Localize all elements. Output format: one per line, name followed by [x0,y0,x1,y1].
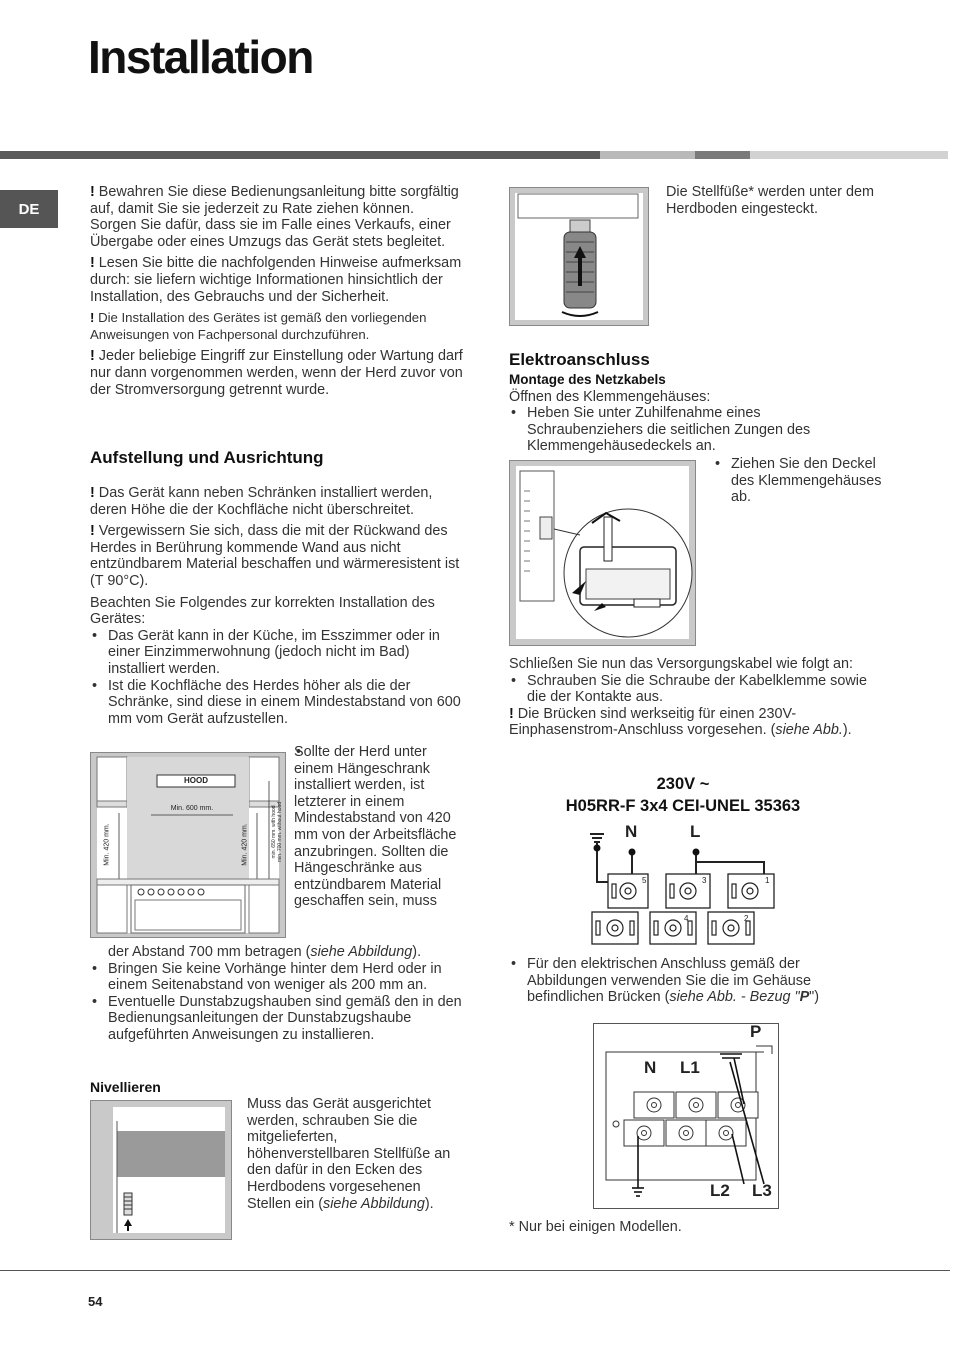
list-item: • Eventuelle Dunstabzugshauben sind gemäß den in den Bedienungsanleitungen der Dunstabzugshaube aufgeführten Anweisungen zu installieren. [90,994,464,1044]
lead-text: Beachten Sie Folgendes zur korrekten Installation des Gerätes: [90,594,435,628]
n-label: N [644,1058,657,1077]
min-700-label: min. 700 mm. without hood [277,801,283,863]
bridge-p-label: P [750,1022,762,1041]
terminal-2-label: 2 [744,914,749,923]
page-number: 54 [88,1294,103,1309]
cable-spec: H05RR-F 3x4 CEI-UNEL 35363 [565,797,801,815]
list-item: • Ziehen Sie den Deckel des Klemmengehäuses ab. [713,456,883,506]
hood-label: HOOD [184,776,208,785]
page-title: Installation [88,31,313,83]
electrical-text [509,372,879,455]
installation-text [90,485,464,727]
header-bar-mid [695,151,750,159]
hood-bullet-continued [90,944,464,1044]
language-tab: DE [0,190,58,228]
leveling-figure [90,1100,232,1240]
section-heading-installation: Aufstellung und Ausrichtung [90,448,324,467]
terminal-4-label: 4 [684,914,689,923]
wiring-diagram-230v [580,822,780,948]
section-heading-electrical: Elektroanschluss [509,350,650,369]
intro-note: ! Lesen Sie bitte die nachfolgenden Hinweise aufmerksam durch: sie liefern wichtige Informationen hinsichtlich der Installation, des Gebrauchs und der Sicherheit. [90,255,462,305]
min-420-right-label: Min. 420 mm. [241,823,249,866]
terminal-3-label: 3 [702,876,707,885]
min-420-left-label: Min. 420 mm. [103,823,111,866]
footer-divider [0,1270,950,1271]
intro-note: ! Die Installation des Gerätes ist gemäß den vorliegenden Anweisungen von Fachpersonal durchzuführen. [90,310,427,342]
neutral-label: N [625,822,638,841]
terminal-box-figure [509,460,696,646]
hood-clearance-figure [90,752,286,938]
bridge-bullet [509,956,879,1006]
terminal-5-label: 5 [642,876,647,885]
hood-bullet-side [294,744,466,910]
level-heading: Nivellieren [90,1079,161,1095]
footnote: * Nur bei einigen Modellen. [509,1219,682,1235]
l3-label: L3 [752,1181,772,1200]
cable-heading: Montage des Netzkabels [509,372,666,387]
bridge-diagram [593,1023,779,1209]
list-item: • Bringen Sie keine Vorhänge hinter dem Herd oder in einem Seitenabstand von weniger als 200 mm an. [90,961,464,994]
list-item: • Das Gerät kann in der Küche, im Esszimmer oder in einer Einzimmerwohnung (jedoch nicht im Bad) installiert werden. [90,628,464,678]
list-item-continued: der Abstand 700 mm betragen (siehe Abbildung). [108,944,422,960]
list-item: • Ist die Kochfläche des Herdes höher als die der Schränke, sind diese in einem Mindestabstand von 600 mm vom Gerät aufzustellen. [90,678,464,728]
l2-label: L2 [710,1181,730,1200]
list-item: • Heben Sie unter Zuhilfenahme eines Schraubenziehers die seitlichen Zungen des Klemmengehäusedeckels an. [509,405,879,455]
intro-notes [90,184,464,403]
list-item: • Sollte der Herd unter einem Hängeschrank installiert werden, ist letzterer in einem Mindestabstand von 420 mm von der Arbeitsfläche anzubringen. Sollten die Hängeschränke aus entzündbarem Material geschaffen sein, muss [294,744,466,910]
intro-note: ! Jeder beliebige Eingriff zur Einstellung oder Wartung darf nur dann vorgenommen werden, wenn der Herd zuvor von der Stromversorgung getrennt wurde. [90,348,463,398]
feet-figure [509,187,649,326]
live-label: L [690,822,701,841]
list-item: • Für den elektrischen Anschluss gemäß der Abbildungen verwenden Sie die im Gehäuse befindlichen Brücken (siehe Abb. - Bezug "P") [509,956,879,1006]
header-bar-light [600,151,695,159]
header-bar-dark [0,151,600,159]
terminal-1-label: 1 [765,876,770,885]
feet-text: Die Stellfüße* werden unter dem Herdboden eingesteckt. [666,184,874,217]
warning-note: ! Vergewissern Sie sich, dass die mit der Rückwand des Herdes in Berührung kommende Wand aus nicht entzündbarem Material beschaffen und wärmeresistent ist (T 90°C). [90,523,460,589]
connect-text: Schließen Sie nun das Versorgungskabel wie folgt an: [509,656,853,672]
min-650-label: min. 650 mm. with hood [271,805,277,859]
l1-label: L1 [680,1058,700,1077]
voltage-spec: 230V ~ [656,775,710,793]
intro-note: ! Bewahren Sie diese Bedienungsanleitung bitte sorgfältig auf, damit Sie sie jederzeit zu Rate ziehen können. Sorgen Sie dafür, dass sie im Falle eines Verkaufs, einer Übergabe oder eines Umzugs das Gerät stets begleitet. [90,184,459,250]
header-bar-pale [750,151,948,159]
warning-note: ! Das Gerät kann neben Schränken installiert werden, deren Höhe die der Kochfläche nicht überschreitet. [90,485,433,518]
open-text: Öffnen des Klemmengehäuses: [509,388,711,405]
list-item: • Schrauben Sie die Schraube der Kabelklemme sowie die der Kontakte aus. [509,673,879,706]
connect-text-block [509,656,879,739]
pull-bullet [713,456,883,506]
bridge-note: ! Die Brücken sind werkseitig für einen 230V-Einphasenstrom-Anschluss vorgesehen. (siehe Abb.). [509,705,852,739]
level-text: Muss das Gerät ausgerichtet werden, schrauben Sie die mitgelieferten, höhenverstellbaren Stellfüße an den dafür in den Ecken des Herdbodens vorgesehenen Stellen ein (siehe Abbildung). [247,1096,451,1212]
min-600-label: Min. 600 mm. [170,805,214,812]
